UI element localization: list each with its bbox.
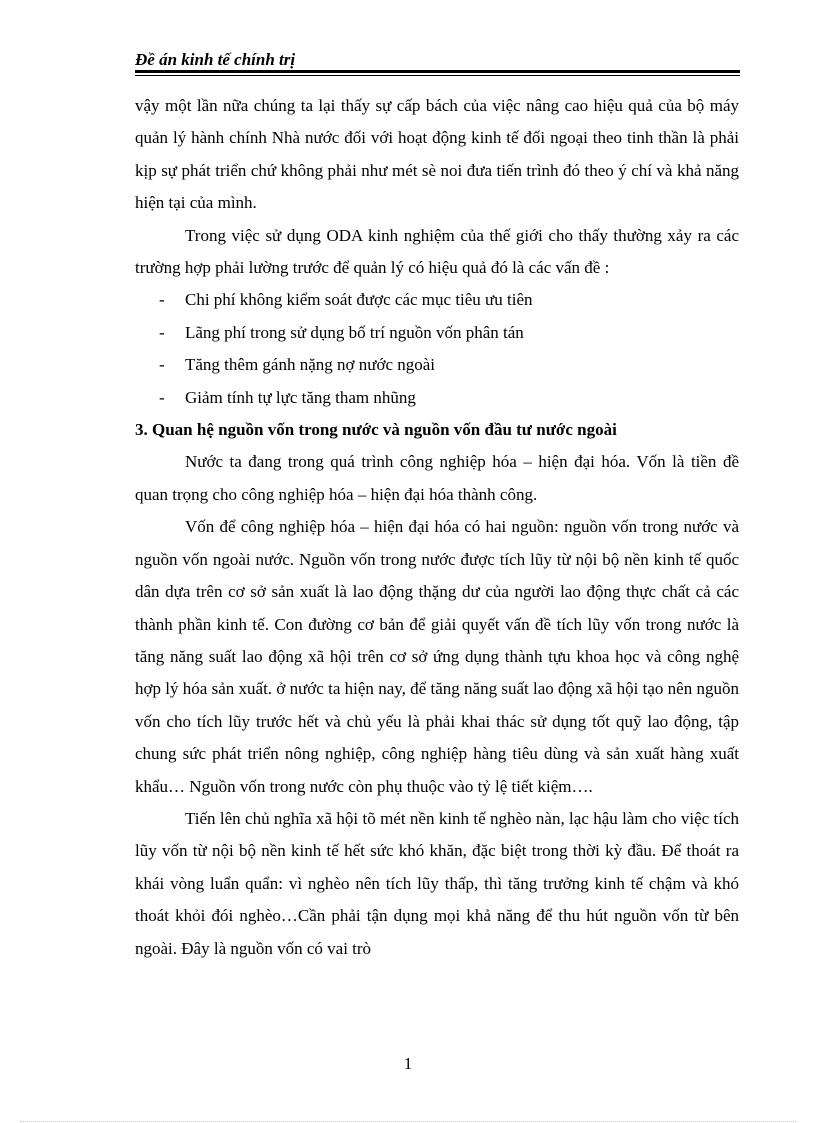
bullet-dash: -: [159, 387, 165, 407]
paragraph-foreign-capital: Tiến lên chủ nghĩa xã hội tõ mét nền kinh tế nghèo nàn, lạc hậu làm cho việc tích lũy vốn từ nội bộ nền kinh tế hết sức khó khăn, đặc biệt trong thời kỳ đầu. Để thoát ra khái vòng luẩn quẩn: vì nghèo nên tích lũy thấp, thì tăng trưởng kinh tế chậm và khó thoát khỏi đói nghèo…Cần phải tận dụng mọi khả năng để thu hút nguồn vốn từ bên ngoài. Đây là nguồn vốn có vai trò: [135, 808, 739, 958]
list-item: [135, 284, 739, 316]
list-item-text: Chi phí không kiểm soát được các mục tiêu ưu tiên: [185, 290, 533, 310]
issue-list: [135, 284, 739, 414]
list-item: [135, 349, 739, 381]
bullet-dash: -: [159, 322, 165, 342]
header-title: Đề án kinh tế chính trị: [135, 50, 296, 69]
paragraph-capital-intro: Nước ta đang trong quá trình công nghiệp hóa – hiện đại hóa. Vốn là tiền đề quan trọng cho công nghiệp hóa – hiện đại hóa thành công.: [135, 452, 739, 504]
list-item: [135, 382, 739, 414]
list-item: [135, 317, 739, 349]
list-item-text: Tăng thêm gánh nặng nợ nước ngoài: [185, 355, 436, 375]
paragraph-oda: Trong việc sử dụng ODA kinh nghiệm của thế giới cho thấy thường xảy ra các trường hợp phải lường trước để quản lý có hiệu quả đó là các vấn đề :: [135, 225, 739, 278]
page-header: [135, 48, 740, 72]
page-number: 1: [403, 1054, 413, 1073]
header-rule-thick: [135, 70, 740, 73]
section-heading: 3. Quan hệ nguồn vốn trong nước và nguồn vốn đầu tư nước ngoài: [135, 420, 617, 440]
document-body: [135, 90, 739, 965]
paragraph-capital-sources: Vốn để công nghiệp hóa – hiện đại hóa có hai nguồn: nguồn vốn trong nước và nguồn vốn ngoài nước. Nguồn vốn trong nước được tích lũy từ nội bộ nền kinh tế quốc dân dựa trên cơ sở sản xuất là lao động thặng dư của người lao động thực chất cả các thành phần kinh tế. Con đường cơ bản để giải quyết vấn đề tích lũy vốn trong nước là tăng năng suất lao động xã hội trên cơ sở ứng dụng thành tựu khoa học và công nghệ hợp lý hóa sản xuất. ở nước ta hiện nay, để tăng năng suất lao động xã hội tạo nên nguồn vốn cho tích lũy trước hết và chủ yếu là phải khai thác sử dụng tốt quỹ lao động, tập chung sức phát triển nông nghiệp, công nghiệp hàng tiêu dùng và sản xuất hàng xuất khẩu… Nguồn vốn trong nước còn phụ thuộc vào tỷ lệ tiết kiệm….: [135, 517, 739, 796]
bullet-dash: -: [159, 355, 165, 375]
paragraph-continuation: vậy một lần nữa chúng ta lại thấy sự cấp bách của việc nâng cao hiệu quả của bộ máy quản lý hành chính Nhà nước đối với hoạt động kinh tế đối ngoại theo tinh thần là phải kịp sự phát triển chứ không phải như mét sè noi đưa tiến trình đó theo ý chí và khả năng hiện tại của mình.: [135, 96, 739, 213]
bullet-dash: -: [159, 290, 165, 310]
page-edge-divider: [20, 1121, 796, 1122]
list-item-text: Lãng phí trong sử dụng bố trí nguồn vốn phân tán: [185, 322, 524, 342]
list-item-text: Giảm tính tự lực tăng tham nhũng: [185, 387, 416, 407]
header-rule-thin: [135, 75, 740, 76]
